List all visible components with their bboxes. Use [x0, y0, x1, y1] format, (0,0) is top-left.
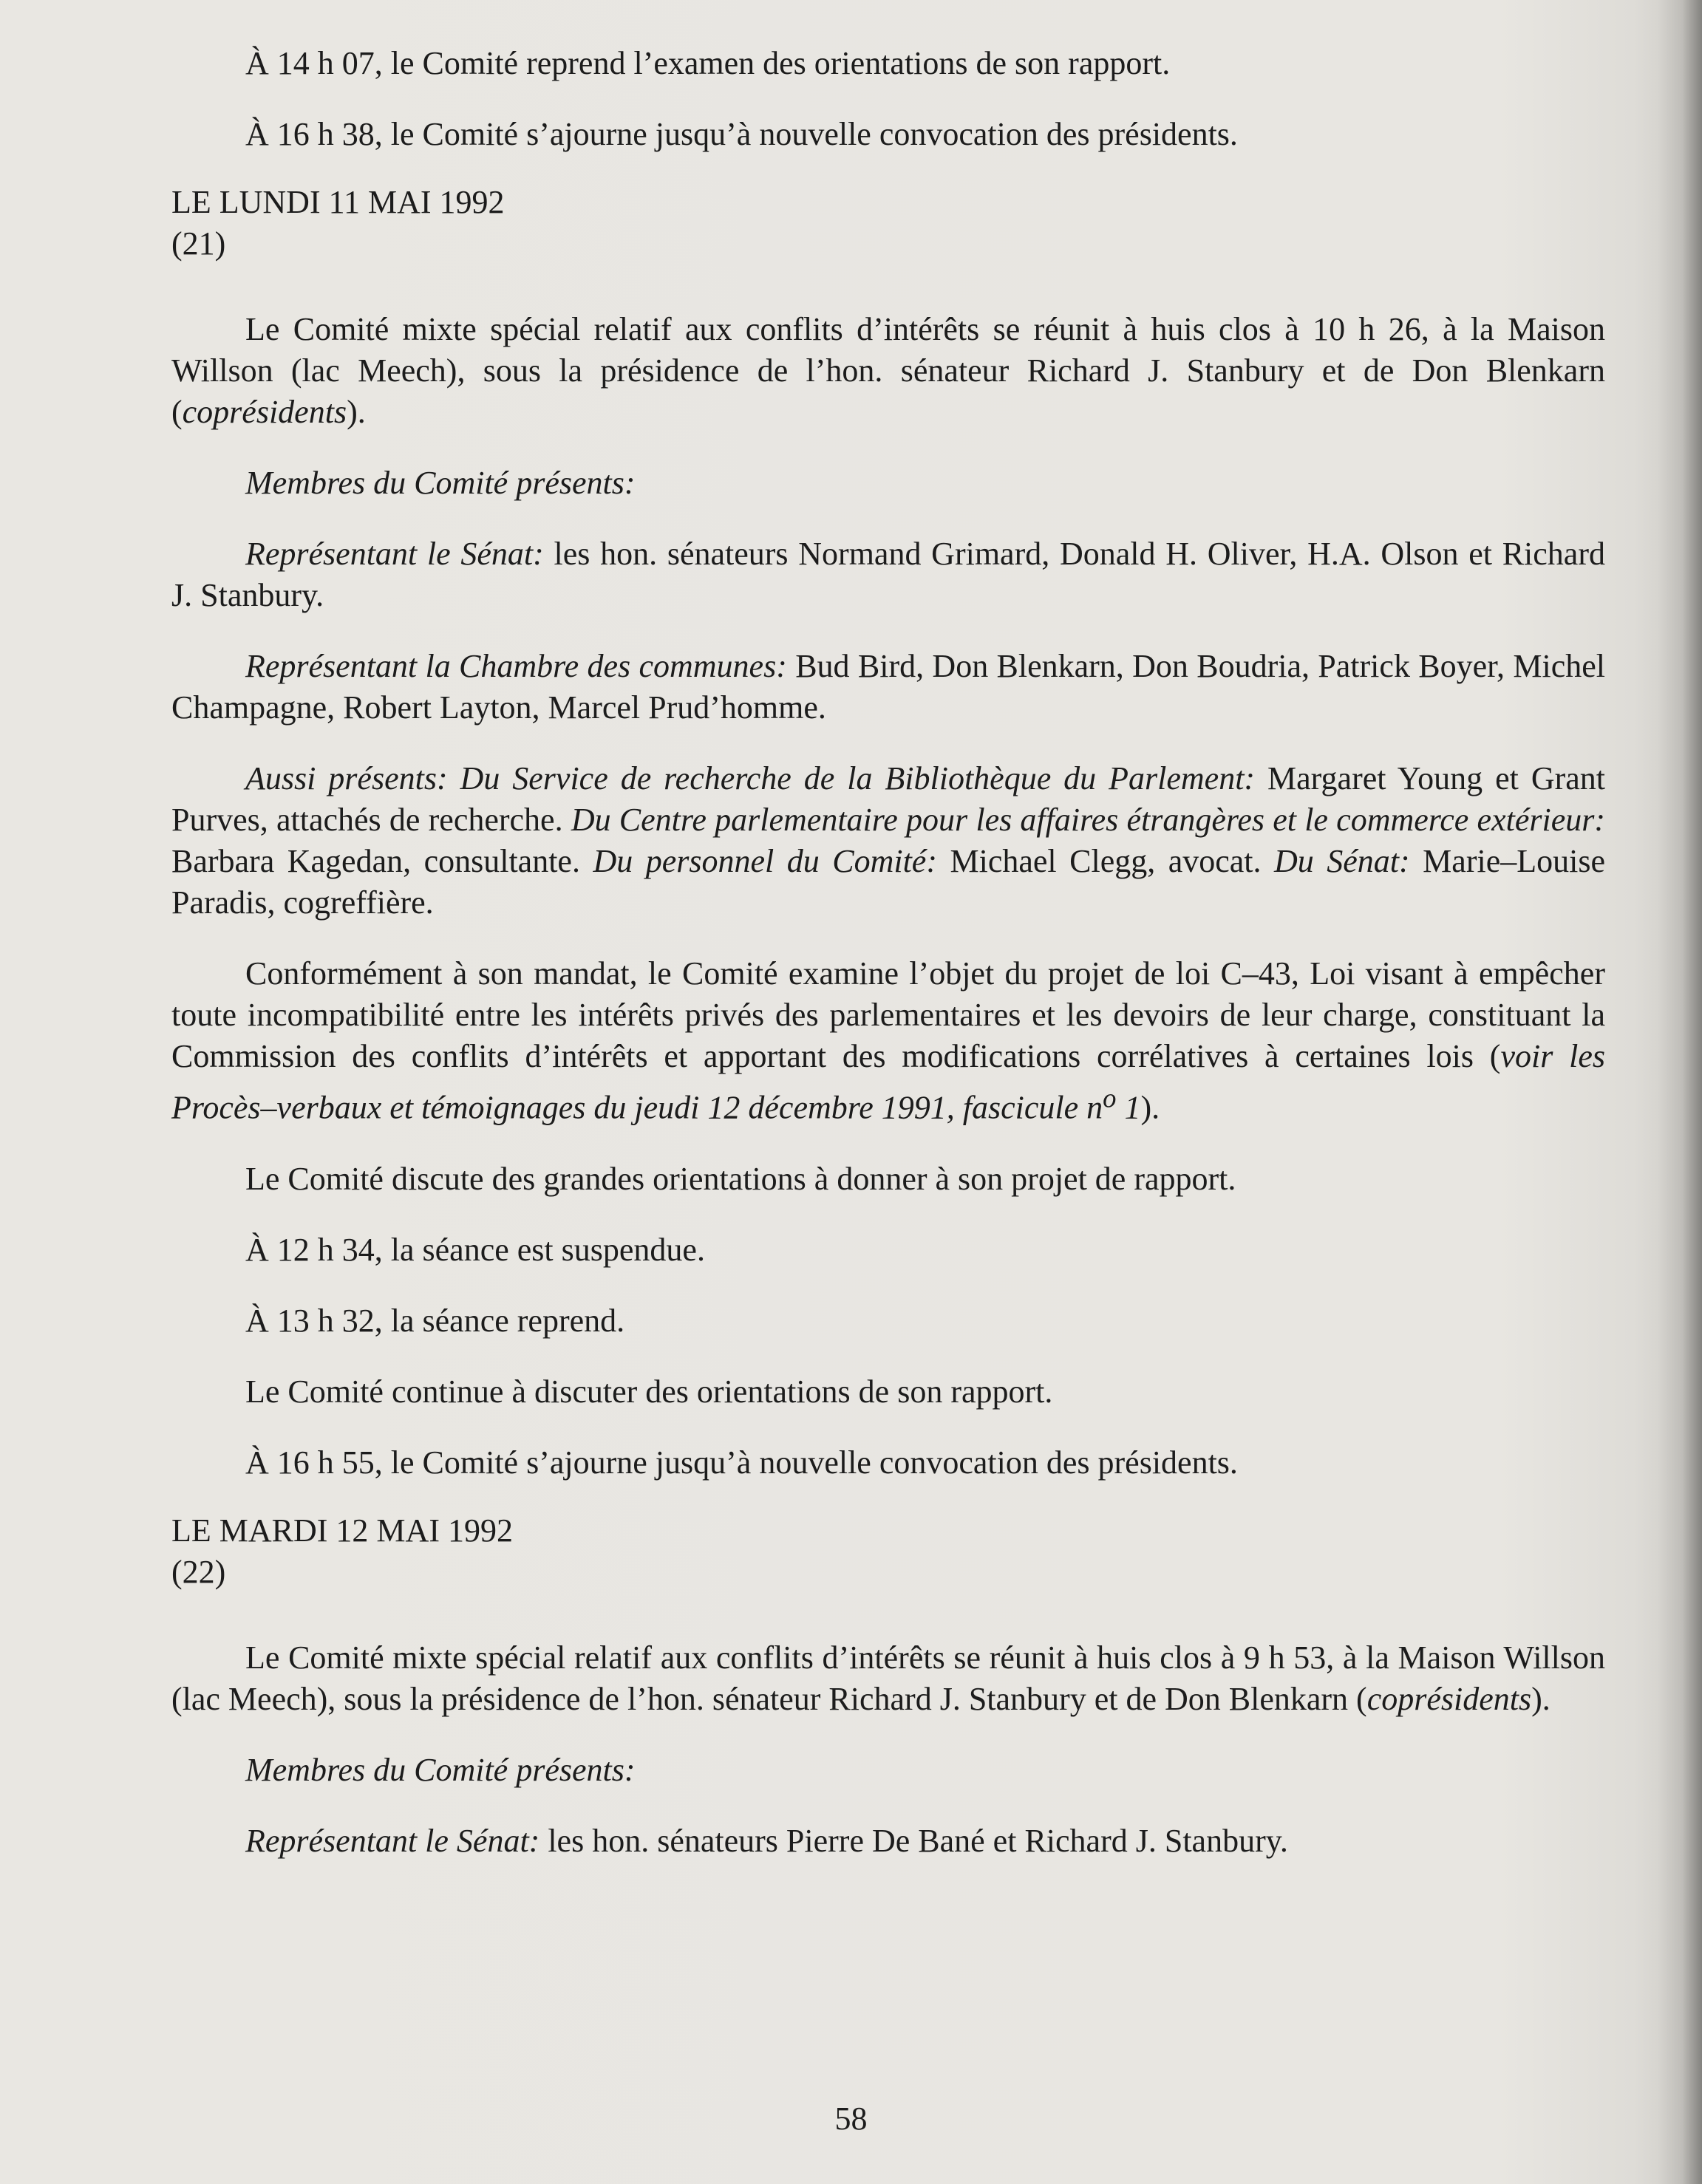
mandate-text: Conformément à son mandat, le Comité examine l’objet du projet de loi C–43, Loi visant à empêcher toute incompatibilité entre les intérêts privés des parlementaires et les devoirs de leur charge, constituant la Commission des conflits d’intérêts et apportant des modifications corrélatives à certaines lois (	[171, 955, 1605, 1074]
session-opening-2	[171, 1637, 1605, 1720]
discuss-paragraph: Le Comité discute des grandes orientations à donner à son projet de rapport.	[245, 1160, 1236, 1197]
opening-end: ).	[347, 394, 366, 430]
also-text-3: Michael Clegg, avocat.	[936, 843, 1275, 879]
session-number-2: (22)	[171, 1553, 226, 1590]
also-label-1: Aussi présents: Du Service de recherche de la Bibliothèque du Parlement:	[245, 760, 1256, 796]
session-number: (21)	[171, 225, 226, 262]
senate-list-2: les hon. sénateurs Pierre De Bané et Richard J. Stanbury.	[539, 1822, 1288, 1859]
commons-members	[171, 646, 1605, 728]
also-text-2: Barbara Kagedan, consultante.	[171, 843, 593, 879]
resume-paragraph: À 13 h 32, la séance reprend.	[245, 1302, 625, 1339]
commons-list: Bud Bird, Don Blenkarn, Don Boudria, Patrick Boyer, Michel Champagne, Robert Layton, Marcel Prud’homme.	[171, 648, 1605, 726]
opening-end-2: ).	[1531, 1680, 1550, 1717]
suspend-paragraph: À 12 h 34, la séance est suspendue.	[245, 1231, 705, 1268]
mandate-italic-2: 1	[1116, 1089, 1141, 1126]
also-label-2: Du Centre parlementaire pour les affaires étrangères et le commerce extérieur:	[571, 802, 1605, 838]
senate-list: les hon. sénateurs Normand Grimard, Donald H. Oliver, H.A. Olson et Richard J. Stanbury.	[171, 536, 1605, 613]
opening-text: Le Comité mixte spécial relatif aux conflits d’intérêts se réunit à huis clos à 10 h 26, à la Maison Willson (lac Meech), sous la présidence de l’hon. sénateur Richard J. Stanbury et de Don Blenkarn (	[171, 311, 1605, 430]
page-number: 58	[834, 2101, 868, 2137]
page-edge-shadow	[1658, 0, 1702, 2184]
opening-text-2: Le Comité mixte spécial relatif aux conflits d’intérêts se réunit à huis clos à 9 h 53, à la Maison Willson (lac Meech), sous la présidence de l’hon. sénateur Richard J. Stanbury et de Don Blenkarn (	[171, 1639, 1605, 1717]
opening-italic-2: coprésidents	[1366, 1680, 1532, 1717]
also-label-3: Du personnel du Comité:	[593, 843, 937, 879]
page-body	[171, 43, 1605, 1862]
also-text-1: Margaret Young et Grant Purves, attachés de recherche.	[171, 760, 1605, 838]
opening-italic: coprésidents	[182, 394, 347, 430]
session-date-2: LE MARDI 12 MAI 1992	[171, 1512, 513, 1549]
senate-members-2	[171, 1820, 1605, 1862]
members-heading-2	[171, 1750, 1605, 1791]
members-heading-text-2: Membres du Comité présents:	[245, 1751, 636, 1788]
senate-label-2: Représentant le Sénat:	[245, 1822, 540, 1859]
mandate-sup: o	[1103, 1082, 1117, 1113]
also-present	[171, 758, 1605, 924]
mandate-end: ).	[1140, 1089, 1160, 1126]
session-opening	[171, 309, 1605, 433]
session-date: LE LUNDI 11 MAI 1992	[171, 184, 505, 220]
continue-paragraph: Le Comité continue à discuter des orientations de son rapport.	[245, 1373, 1053, 1410]
senate-members	[171, 533, 1605, 616]
also-text-4: Marie–Louise Paradis, cogreffière.	[171, 843, 1605, 921]
also-label-4: Du Sénat:	[1274, 843, 1410, 879]
paragraph-resume-examen: À 14 h 07, le Comité reprend l’examen des orientations de son rapport.	[245, 45, 1171, 81]
paragraph-ajourne-1: À 16 h 38, le Comité s’ajourne jusqu’à nouvelle convocation des présidents.	[245, 116, 1238, 152]
members-heading	[171, 463, 1605, 504]
commons-label: Représentant la Chambre des communes:	[245, 648, 787, 684]
mandate-italic: voir les Procès–verbaux et témoignages du jeudi 12 décembre 1991, fascicule n	[171, 1038, 1605, 1126]
senate-label: Représentant le Sénat:	[245, 536, 544, 572]
mandate-paragraph	[171, 953, 1605, 1129]
adjourn-paragraph: À 16 h 55, le Comité s’ajourne jusqu’à nouvelle convocation des présidents.	[245, 1444, 1238, 1481]
members-heading-text: Membres du Comité présents:	[245, 465, 636, 501]
